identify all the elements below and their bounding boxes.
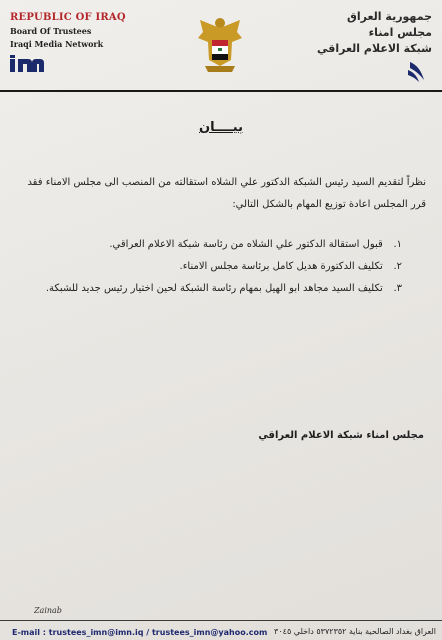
republic-of-iraq-arabic: جمهورية العراق bbox=[347, 10, 432, 23]
header-divider bbox=[0, 90, 442, 92]
announcement-paragraph: نظراً لتقديم السيد رئيس الشبكة الدكتور علي الشلاه استقالته من المنصب الى مجلس الامناء فقد قرر المجلس اعادة توزيع المهام بالشكل التالي: bbox=[27, 177, 426, 210]
iraqi-media-network-label: Iraqi Media Network bbox=[10, 39, 104, 49]
document-title: بيــــان bbox=[199, 120, 243, 135]
decision-list bbox=[22, 234, 402, 300]
signature-line: مجلس امناء شبكة الاعلام العراقي bbox=[258, 430, 424, 441]
item-number: ١. bbox=[393, 239, 402, 250]
item-text: تكليف الدكتورة هديل كامل برئاسة مجلس الامناء. bbox=[179, 261, 383, 272]
list-item bbox=[22, 234, 402, 256]
item-text: تكليف السيد مجاهد ابو الهيل بمهام رئاسة الشبكة لحين اختيار رئيس جديد للشبكة. bbox=[45, 283, 383, 294]
item-number: ٣. bbox=[393, 283, 402, 294]
header-right-block bbox=[282, 10, 432, 55]
list-item bbox=[22, 278, 402, 300]
header-left-block bbox=[10, 12, 160, 77]
board-of-trustees-arabic: مجلس امناء bbox=[368, 26, 432, 39]
item-text: قبول استقالة الدكتور علي الشلاه من رئاسة شبكة الاعلام العراقي. bbox=[109, 239, 383, 250]
footer-divider bbox=[0, 620, 442, 621]
imn-swoosh-logo bbox=[406, 60, 428, 84]
iraqi-media-network-arabic: شبكة الاعلام العراقي bbox=[317, 42, 432, 55]
imn-logo-icon bbox=[10, 55, 44, 73]
republic-title: REPUBLIC OF IRAQ bbox=[10, 12, 126, 23]
item-number: ٢. bbox=[393, 261, 402, 272]
footer-email: E-mail : trustees_imn@imn.iq / trustees_imn@yahoo.com bbox=[12, 628, 268, 637]
list-item bbox=[22, 256, 402, 278]
footer-address: العراق بغداد الصالحية بناية ٥٣٧٢٣٥٢ داخلي ٣٠٤٥ bbox=[274, 627, 436, 636]
board-of-trustees-label: Board Of Trustees bbox=[10, 26, 92, 36]
handwritten-initials: Zainab bbox=[34, 606, 62, 615]
iraq-eagle-emblem bbox=[195, 14, 245, 74]
